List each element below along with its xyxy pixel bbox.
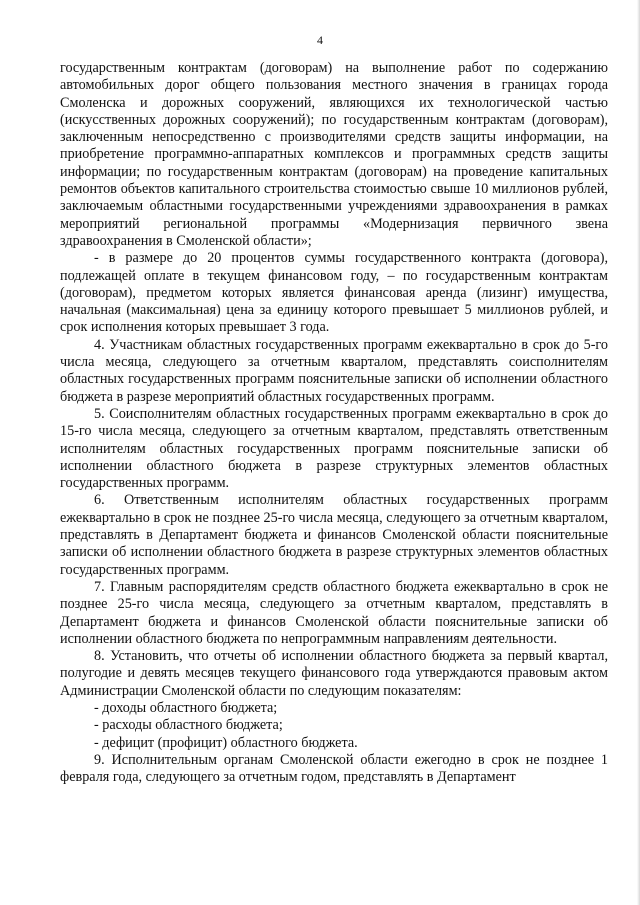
paragraph-item-6: 6. Ответственным исполнителям областных государственных программ ежеквартально в срок не позднее 25-го числа месяца, следующего за отчетным кварталом, представлять в Департамент бюджета и финансов Смоленской области пояснительные записки об исполнении областного бюджета в разрезе структурных элементов областных государственных программ. (60, 492, 608, 578)
list-item-revenues: - доходы областного бюджета; (94, 699, 278, 716)
paragraph-item-9: 9. Исполнительным органам Смоленской области ежегодно в срок не позднее 1 февраля года, следующего за отчетным годом, представлять в Департамент (60, 751, 608, 786)
paragraph-item-8: 8. Установить, что отчеты об исполнении областного бюджета за первый квартал, полугодие и девять месяцев текущего финансового года утверждаются правовым актом Администрации Смоленской области по следующим показателям: (60, 648, 608, 699)
page-number: 4 (317, 33, 323, 47)
paragraph-continuation: государственным контрактам (договорам) на выполнение работ по содержанию автомобильных дорог общего пользования местного значения в границах города Смоленска и дорожных сооружений, являющихся их технологической частью (искусственных дорожных сооружений); по государственным контрактам (договорам), заключенным непосредственно с производителями средств защиты информации, на приобретение программно-аппаратных комплексов и программных средств защиты информации; по государственным контрактам (договорам) на проведение капитальных ремонтов объектов капитального строительства стоимостью свыше 10 миллионов рублей, заключаемым областными государственными учреждениями здравоохранения в рамках мероприятий региональной программы «Модернизация первичного звена здравоохранения в Смоленской области»; (60, 60, 608, 249)
paragraph-item-5: 5. Соисполнителям областных государственных программ ежеквартально в срок до 15-го числа месяца, следующего за отчетным кварталом, представлять ответственным исполнителям областных государственных программ пояснительные записки об исполнении областного бюджета в разрезе структурных элементов областных государственных программ. (60, 405, 608, 492)
paragraph-item-7: 7. Главным распорядителям средств областного бюджета ежеквартально в срок не позднее 25-го числа месяца, следующего за отчетным кварталом, представлять в Департамент бюджета и финансов Смоленской области пояснительные записки об исполнении областного бюджета по непрограммным направлениям деятельности. (60, 578, 608, 647)
paragraph-leasing-advance: - в размере до 20 процентов суммы государственного контракта (договора), подлежащей оплате в текущем финансовом году, – по государственным контрактам (договорам), предметом которых является финансовая аренда (лизинг) имущества, начальная (максимальная) цена за единицу которого превышает 5 миллионов рублей, и срок исполнения которых превышает 3 года. (60, 250, 608, 336)
list-item-expenses: - расходы областного бюджета; (94, 717, 283, 734)
document-body (60, 60, 608, 786)
paragraph-item-4: 4. Участникам областных государственных программ ежеквартально в срок до 5-го числа месяца, следующего за отчетным кварталом, представлять соисполнителям областных государственных программ пояснительные записки об исполнении областного бюджета в разрезе мероприятий областных государственных программ. (60, 336, 608, 405)
list-item-deficit: - дефицит (профицит) областного бюджета. (94, 734, 358, 751)
